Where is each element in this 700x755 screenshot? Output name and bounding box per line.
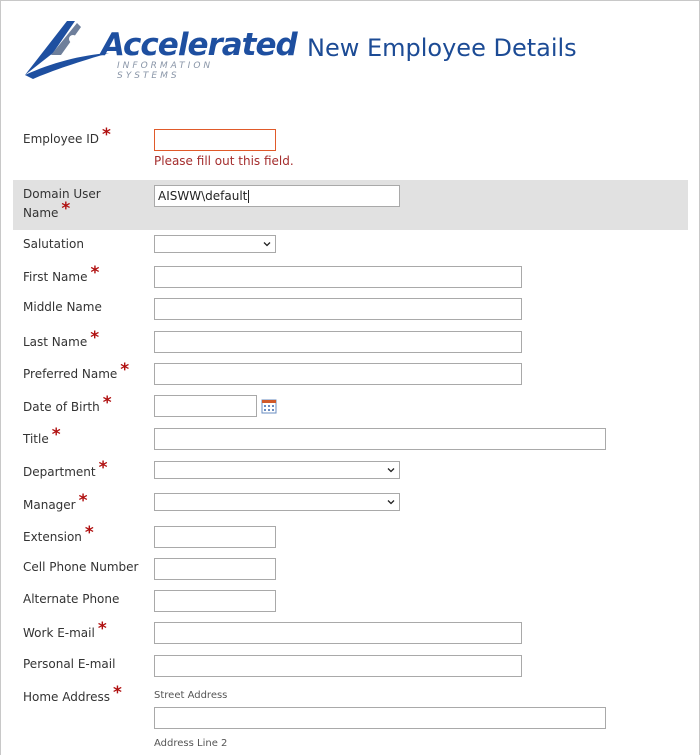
employee-id-row	[13, 123, 688, 177]
last-name-label: Last Name *	[23, 328, 100, 349]
cell-phone-input[interactable]	[154, 558, 276, 580]
domain-user-label: Domain User Name *	[23, 187, 101, 220]
required-marker: *	[102, 393, 112, 413]
alternate-phone-input[interactable]	[154, 590, 276, 612]
chevron-down-icon	[387, 498, 395, 506]
date-of-birth-label: Date of Birth *	[23, 393, 112, 414]
domain-user-row	[13, 180, 688, 230]
extension-label: Extension *	[23, 523, 94, 544]
manager-label: Manager *	[23, 491, 88, 512]
logo-brand-text: Accelerated	[101, 27, 297, 63]
title-input[interactable]	[154, 428, 606, 450]
middle-name-row	[13, 296, 688, 326]
personal-email-row	[13, 653, 688, 683]
employee-id-error-message: Please fill out this field.	[154, 154, 294, 168]
last-name-row	[13, 329, 688, 359]
employee-id-input[interactable]	[154, 129, 276, 151]
middle-name-input[interactable]	[154, 298, 522, 320]
home-address-row	[13, 685, 688, 755]
required-marker: *	[61, 199, 71, 219]
first-name-row	[13, 264, 688, 294]
last-name-input[interactable]	[154, 331, 522, 353]
department-row	[13, 459, 688, 489]
company-logo	[21, 15, 297, 81]
required-marker: *	[84, 523, 94, 543]
required-marker: *	[98, 458, 108, 478]
required-marker: *	[102, 125, 111, 145]
required-marker: *	[51, 425, 61, 445]
logo-swoosh-icon	[21, 15, 111, 81]
text-caret	[248, 190, 249, 203]
required-marker: *	[113, 683, 122, 703]
preferred-name-row	[13, 361, 688, 391]
department-select[interactable]	[154, 461, 400, 479]
address-line2-hint: Address Line 2	[154, 738, 228, 749]
salutation-row	[13, 233, 688, 261]
logo-subtitle-text: INFORMATION SYSTEMS	[117, 61, 214, 81]
employee-id-label: Employee ID *	[23, 125, 111, 146]
salutation-select[interactable]	[154, 235, 276, 253]
work-email-label: Work E-mail *	[23, 619, 107, 640]
first-name-label: First Name *	[23, 263, 100, 284]
page-title: New Employee Details	[307, 34, 577, 62]
street-address-hint: Street Address	[154, 690, 228, 701]
required-marker: *	[90, 328, 100, 348]
cell-phone-row	[13, 556, 688, 586]
manager-select[interactable]	[154, 493, 400, 511]
middle-name-label: Middle Name	[23, 300, 102, 314]
alternate-phone-row	[13, 588, 688, 618]
preferred-name-input[interactable]	[154, 363, 522, 385]
required-marker: *	[78, 491, 88, 511]
date-of-birth-input[interactable]	[154, 395, 257, 417]
extension-row	[13, 524, 688, 554]
first-name-input[interactable]	[154, 266, 522, 288]
domain-user-input[interactable]: AISWW\default	[154, 185, 400, 207]
personal-email-input[interactable]	[154, 655, 522, 677]
title-label: Title *	[23, 425, 61, 446]
home-address-label: Home Address *	[23, 683, 122, 704]
manager-row	[13, 491, 688, 521]
department-label: Department *	[23, 458, 108, 479]
chevron-down-icon	[387, 466, 395, 474]
date-of-birth-row	[13, 394, 688, 424]
calendar-icon[interactable]	[261, 398, 277, 414]
salutation-label: Salutation	[23, 237, 84, 251]
work-email-row	[13, 620, 688, 650]
title-row	[13, 426, 688, 456]
required-marker: *	[90, 263, 100, 283]
street-address-input[interactable]	[154, 707, 606, 729]
preferred-name-label: Preferred Name *	[23, 360, 130, 381]
required-marker: *	[97, 619, 107, 639]
alternate-phone-label: Alternate Phone	[23, 592, 120, 606]
chevron-down-icon	[263, 240, 271, 248]
cell-phone-label: Cell Phone Number	[23, 560, 139, 574]
required-marker: *	[120, 360, 130, 380]
work-email-input[interactable]	[154, 622, 522, 644]
personal-email-label: Personal E-mail	[23, 657, 116, 671]
extension-input[interactable]	[154, 526, 276, 548]
